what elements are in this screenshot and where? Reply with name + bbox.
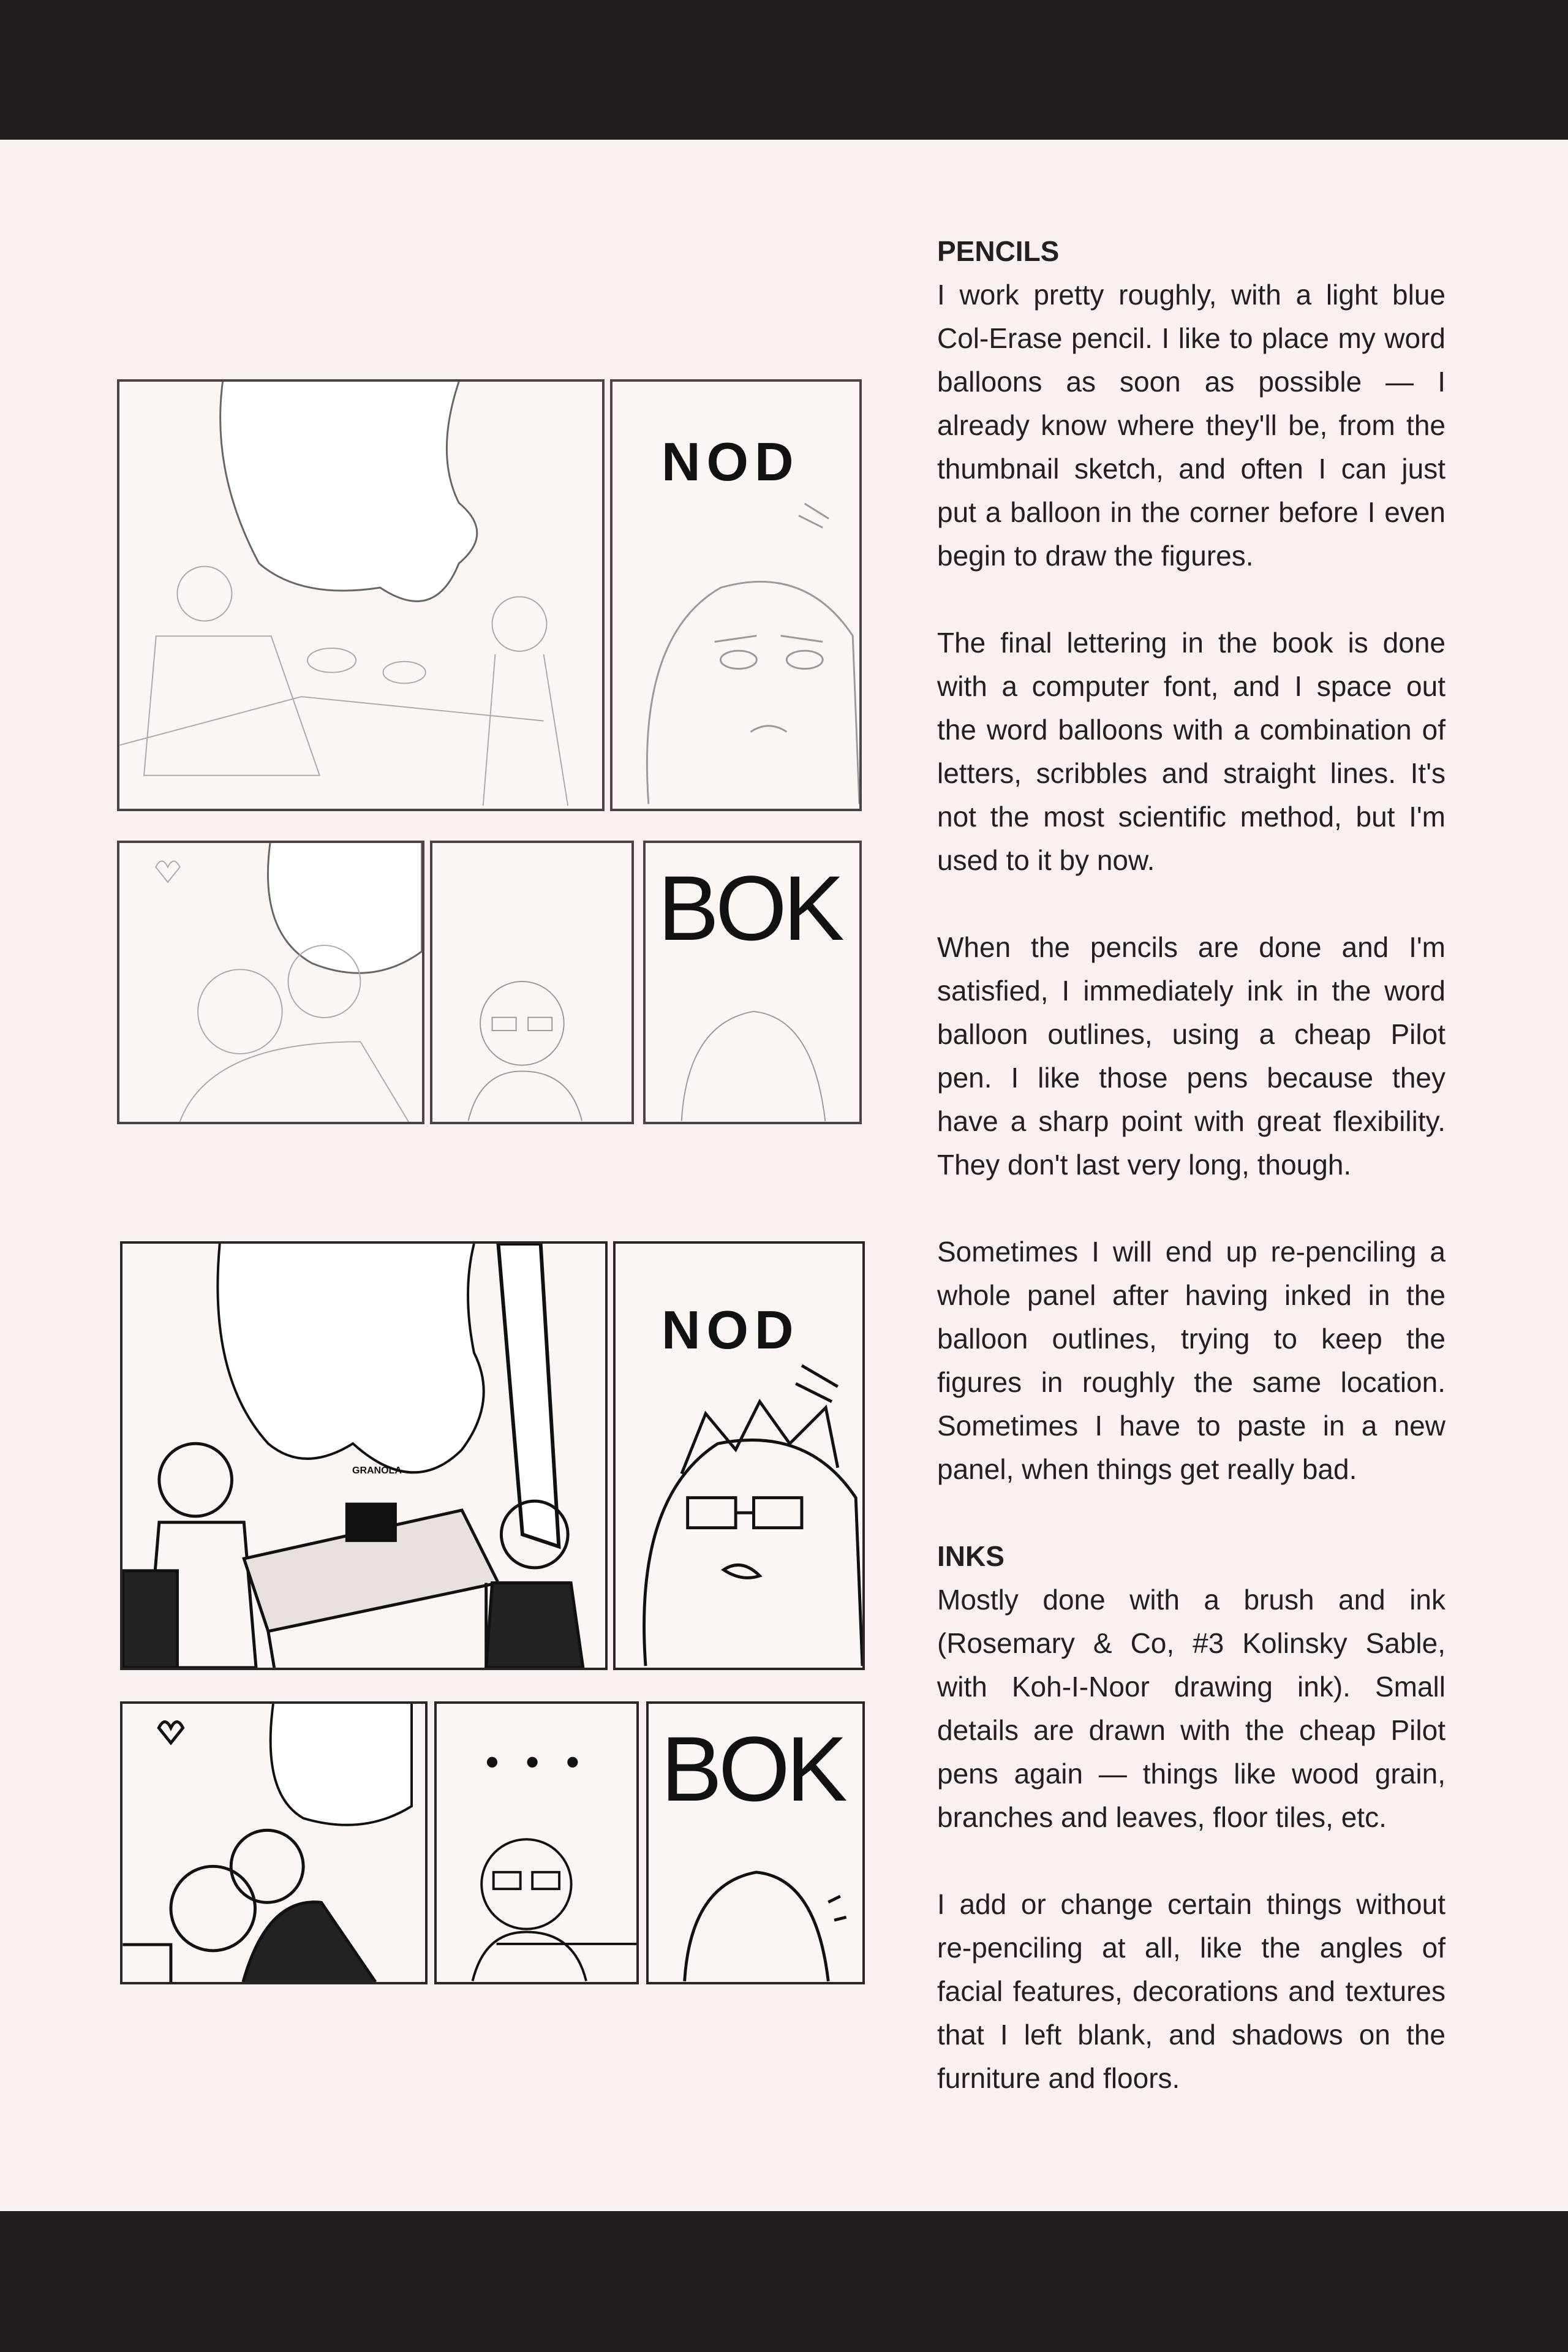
- sfx-nod: NOD: [662, 1299, 800, 1360]
- sfx-nod: NOD: [662, 431, 800, 492]
- pencil-panel-bok: [643, 841, 862, 1124]
- pencil-couple-drawing: [119, 843, 422, 1122]
- pencil-panel-table-scene: [117, 379, 605, 811]
- cereal-box-label: GRANOLA: [352, 1465, 402, 1476]
- ink-table-scene-drawing: [123, 1244, 605, 1668]
- inks-paragraph: I add or change certain things without re-penciling at all, like the angles of facial features, decorations and textures that I left blank, and shadows on the furniture and floors.: [937, 1888, 1446, 2094]
- ink-panel-nod: [613, 1241, 865, 1670]
- pencil-panel-heart: [117, 841, 424, 1124]
- sfx-bok: BOK: [661, 1717, 844, 1820]
- inks-paragraph: Mostly done with a brush and ink (Rosemary & Co, #3 Kolinsky Sable, with Koh-I-Noor drawing ink). Small details are drawn with the cheap Pilot pens again — things like wood grain, branches and leaves, floor tiles, etc.: [937, 1584, 1446, 1833]
- sfx-bok: BOK: [658, 856, 841, 959]
- pencils-paragraph: When the pencils are done and I'm satisfied, I immediately ink in the word balloon outlines, using a cheap Pilot pen. I like those pens because they have a sharp point with great flexibility. They don't last very long, though.: [937, 931, 1446, 1181]
- pencils-paragraph: I work pretty roughly, with a light blue Col-Erase pencil. I like to place my word balloons as soon as possible — I already know where they'll be, from the thumbnail sketch, and often I can just put a balloon in the corner before I even begin to draw the figures.: [937, 279, 1446, 572]
- inks-heading: INKS: [937, 1540, 1005, 1572]
- pencil-sketch-drawing: [119, 382, 602, 809]
- top-dark-bar: [0, 0, 1568, 140]
- pencil-panel-nod: [610, 379, 862, 811]
- ink-panel-bok: [646, 1701, 865, 1984]
- pencil-glasses-face-drawing: [432, 843, 631, 1122]
- ink-panel-table-scene: [120, 1241, 608, 1670]
- ink-couple-drawing: [123, 1704, 425, 1982]
- sfx-ellipsis: • • •: [486, 1741, 588, 1782]
- ink-panel-dots: [434, 1701, 639, 1984]
- pencils-heading: PENCILS: [937, 235, 1060, 267]
- pencil-panel-glasses: [430, 841, 634, 1124]
- pencils-paragraph: The final lettering in the book is done with a computer font, and I space out the word balloons with a combination of letters, scribbles and straight lines. It's not the most scientific method, but I'm used to it by now.: [937, 627, 1446, 876]
- bottom-dark-bar: [0, 2211, 1568, 2352]
- article-text-column: [937, 230, 1446, 2144]
- pencils-paragraph: Sometimes I will end up re-penciling a whole panel after having inked in the balloon outlines, trying to keep the figures in roughly the same location. Sometimes I have to paste in a new panel, when things get really bad.: [937, 1236, 1446, 1485]
- ink-panel-heart: [120, 1701, 428, 1984]
